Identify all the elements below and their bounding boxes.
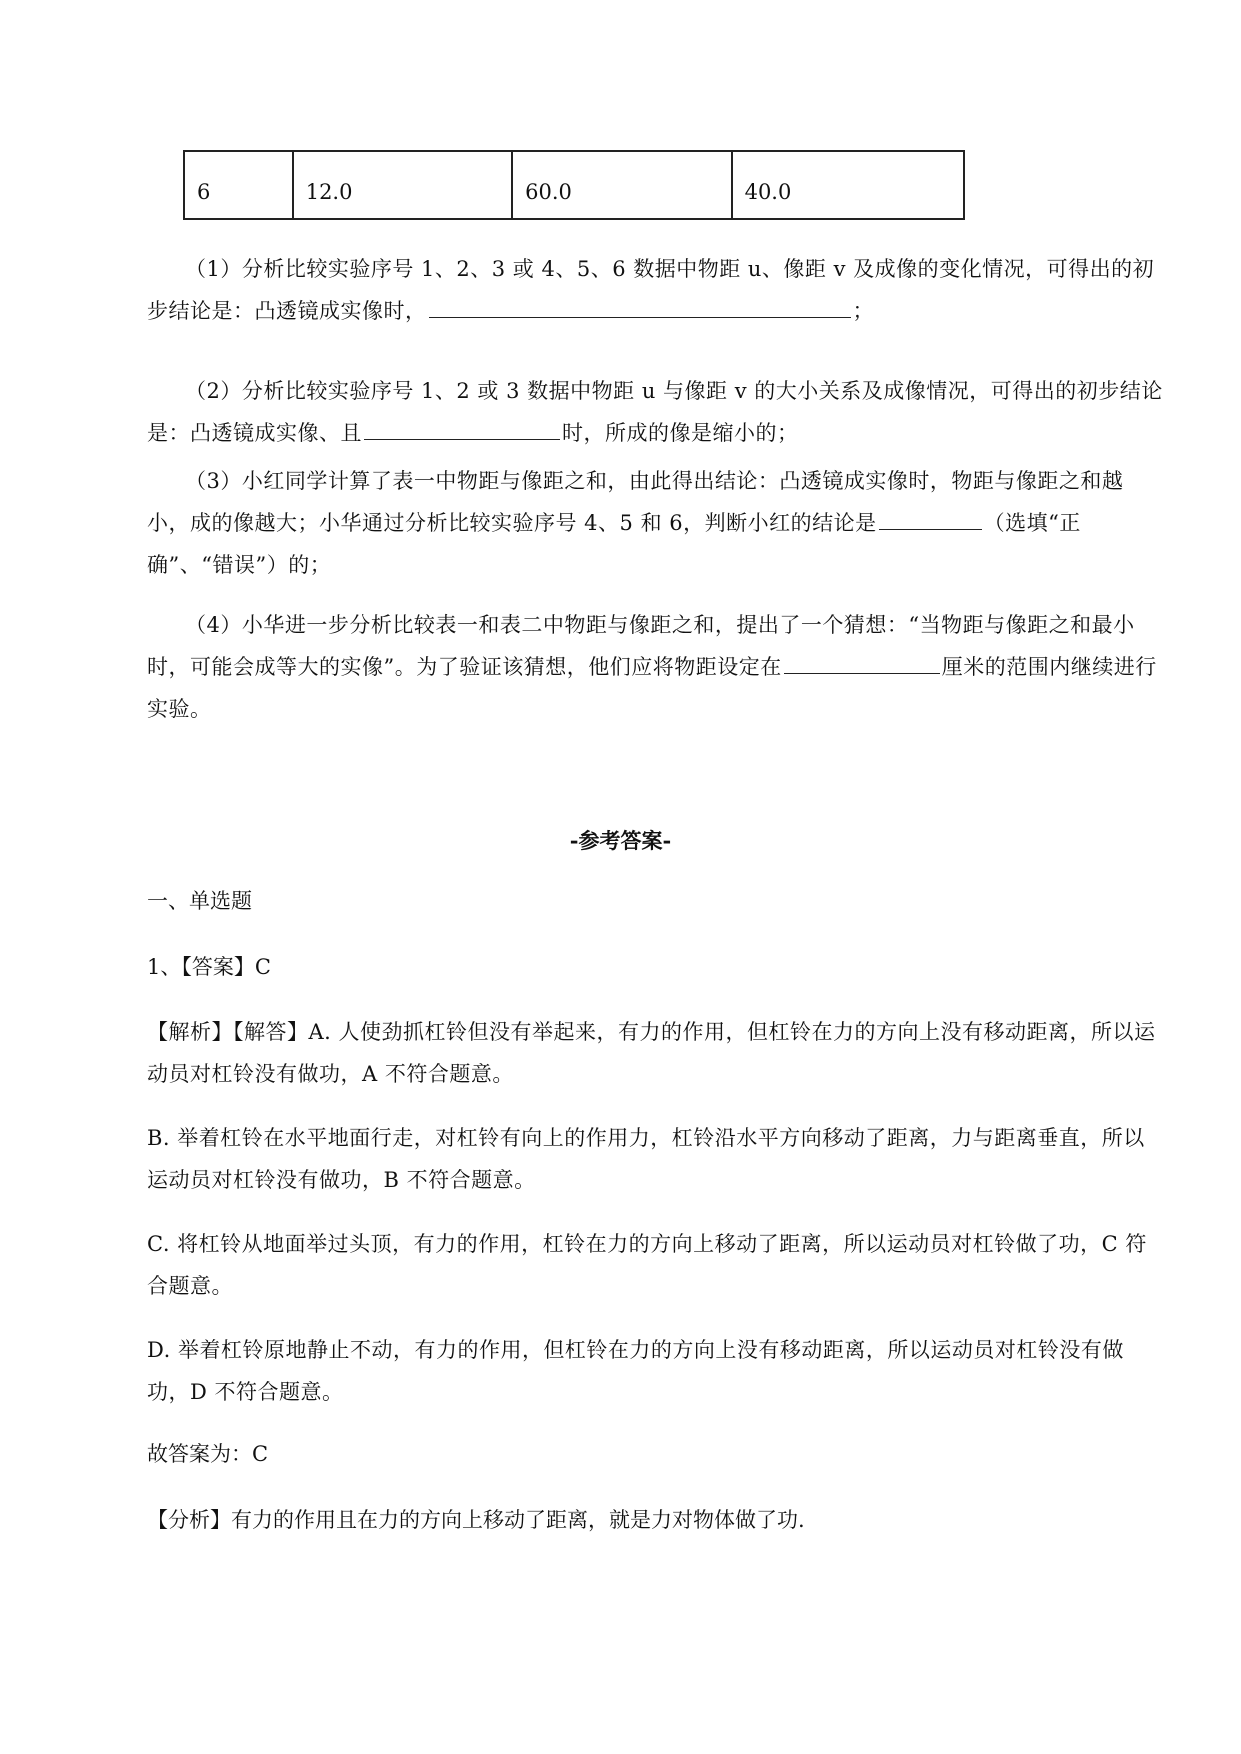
answer-summary: 【分析】有力的作用且在力的方向上移动了距离，就是力对物体做了功.	[147, 1508, 805, 1532]
table-cell: 12.0	[293, 151, 512, 219]
answer-item-1: 1、【答案】C	[147, 955, 271, 979]
question-1-text: （1）分析比较实验序号 1、2、3 或 4、5、6 数据中物距 u、像距 v 及成像的变化情况，可得出的初步结论是：凸透镜成实像时，	[147, 257, 1155, 323]
section-heading: 一、单选题	[147, 889, 252, 913]
question-3-text: （3）小红同学计算了表一中物距与像距之和，由此得出结论：凸透镜成实像时，物距与像距之和越小，成的像越大；小华通过分析比较实验序号 4、5 和 6，判断小红的结论是	[147, 469, 1124, 535]
answer-blank[interactable]	[879, 505, 982, 530]
data-table	[183, 150, 965, 220]
question-3	[147, 460, 1165, 586]
question-2-end: 时，所成的像是缩小的；	[562, 421, 799, 445]
question-2-text: （2）分析比较实验序号 1、2 或 3 数据中物距 u 与像距 v 的大小关系及成像情况，可得出的初步结论是：凸透镜成实像、且	[147, 379, 1163, 445]
analysis-c: C. 将杠铃从地面举过头顶，有力的作用，杠铃在力的方向上移动了距离，所以运动员对杠铃做了功，C 符合题意。	[147, 1232, 1147, 1298]
analysis-a: 【解析】【解答】A. 人使劲抓杠铃但没有举起来，有力的作用，但杠铃在力的方向上没有移动距离，所以运动员对杠铃没有做功，A 不符合题意。	[147, 1020, 1156, 1086]
answer-blank[interactable]	[784, 649, 940, 674]
question-1	[147, 248, 1165, 332]
answer-blank[interactable]	[364, 415, 560, 440]
question-4-text: （4）小华进一步分析比较表一和表二中物距与像距之和，提出了一个猜想：“当物距与像距之和最小时，可能会成等大的实像”。为了验证该猜想，他们应将物距设定在	[147, 613, 1135, 679]
answer-conclusion: 故答案为：C	[147, 1442, 269, 1466]
analysis-d: D. 举着杠铃原地静止不动，有力的作用，但杠铃在力的方向上没有移动距离，所以运动员对杠铃没有做功，D 不符合题意。	[147, 1338, 1124, 1404]
table-row	[184, 151, 964, 219]
analysis-b: B. 举着杠铃在水平地面行走，对杠铃有向上的作用力，杠铃沿水平方向移动了距离，力与距离垂直，所以运动员对杠铃没有做功，B 不符合题意。	[147, 1126, 1145, 1192]
question-4	[147, 604, 1165, 730]
answer-blank[interactable]	[429, 293, 851, 318]
table-cell: 60.0	[512, 151, 731, 219]
table-cell: 6	[184, 151, 293, 219]
question-1-end: ；	[852, 299, 874, 323]
question-3-end: （选填“正确”、“错误”）的；	[147, 511, 1081, 577]
question-4-end: 厘米的范围内继续进行实验。	[147, 655, 1157, 721]
question-2	[147, 370, 1165, 454]
table-cell: 40.0	[732, 151, 964, 219]
answer-section-title: -参考答案-	[569, 828, 672, 853]
